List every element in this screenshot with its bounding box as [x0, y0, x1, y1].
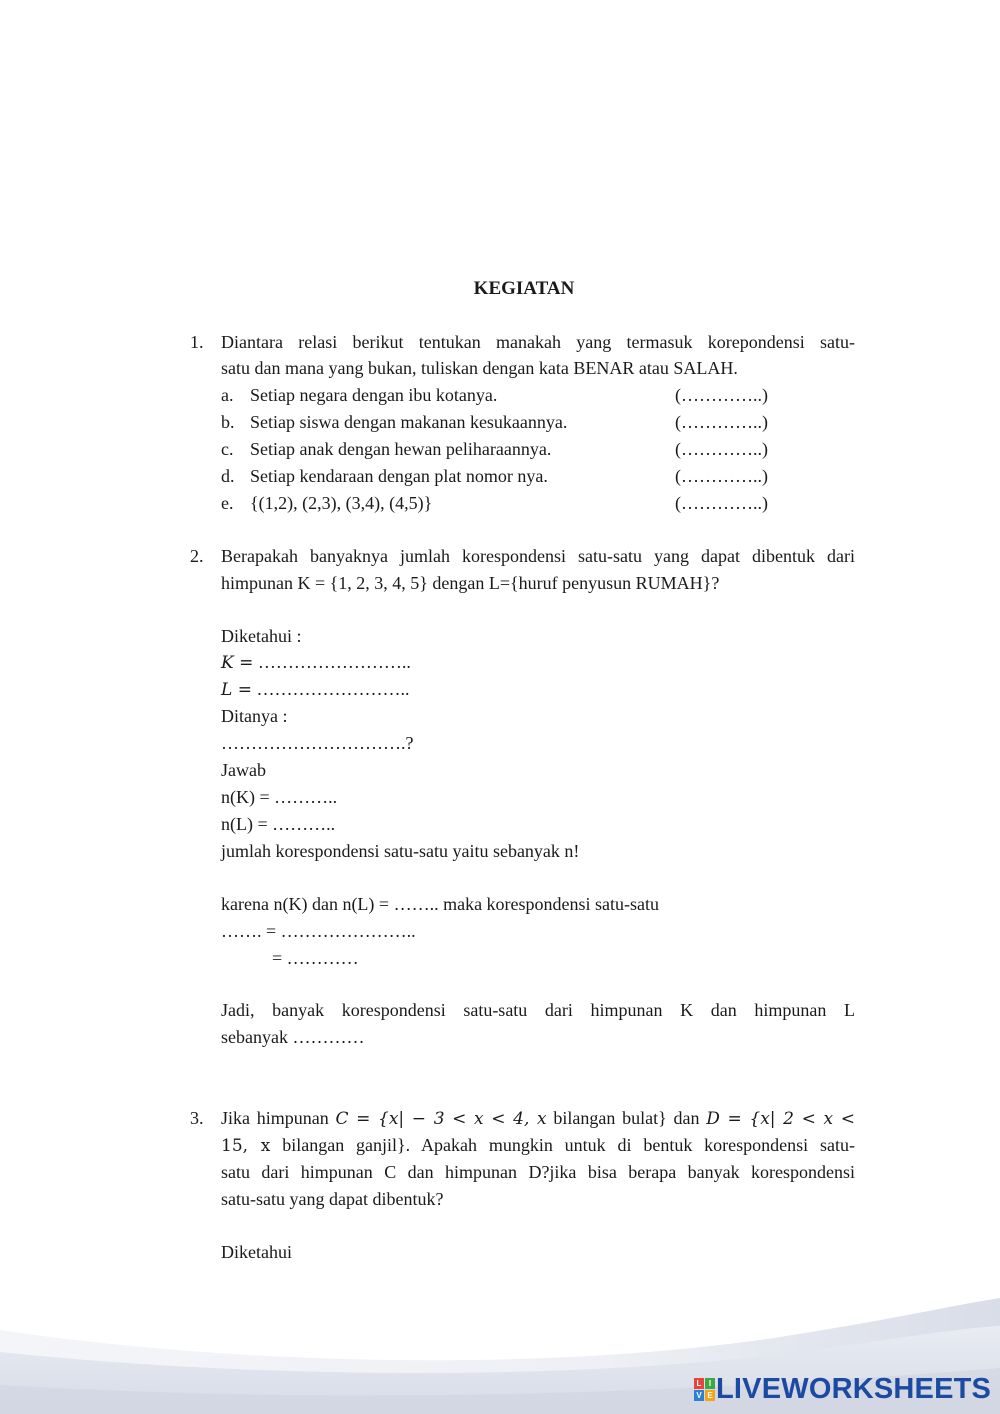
answer-blank[interactable]: (…………..) — [675, 493, 768, 513]
question-2-text-line-2: himpunan K = {1, 2, 3, 4, 5} dengan L={huruf penyusun RUMAH}? — [221, 573, 720, 593]
question-3-number: 3. — [190, 1108, 204, 1128]
nl-line[interactable]: n(L) = ……….. — [221, 814, 336, 834]
asked-blank[interactable]: ………………………….? — [221, 733, 414, 753]
k-blank: …………………….. — [253, 652, 411, 672]
question-2-number: 2. — [190, 546, 204, 566]
question-3-text-line-3: satu dari himpunan C dan himpunan D?jika bisa berapa banyak korespondensi — [221, 1162, 855, 1182]
liveworksheets-logo[interactable] — [694, 1372, 991, 1406]
question-2-text-line-1: Berapakah banyaknya jumlah korespondensi satu-satu yang dapat dibentuk dari — [221, 546, 855, 566]
known-label: Diketahui : — [221, 626, 302, 646]
calc-line-2[interactable]: = ………… — [272, 948, 359, 968]
liveworksheets-logo-text: LIVEWORKSHEETS — [716, 1372, 992, 1405]
because-line[interactable]: karena n(K) dan n(L) = …….. maka korespondensi satu-satu — [221, 894, 660, 914]
k-answer-line[interactable] — [221, 652, 411, 673]
page-title: KEGIATAN — [473, 278, 575, 299]
question-3-text-line-2 — [221, 1135, 855, 1156]
option-letter: e. — [221, 493, 234, 513]
asked-label: Ditanya : — [221, 706, 288, 726]
l-answer-line[interactable] — [221, 679, 409, 700]
option-letter: c. — [221, 439, 234, 459]
answer-blank[interactable]: (…………..) — [675, 439, 768, 459]
q3-known-label: Diketahui — [221, 1242, 292, 1262]
question-1-text-line-2: satu dan mana yang bukan, tuliskan dengan kata BENAR atau SALAH. — [221, 358, 738, 378]
calc-line-1[interactable]: ……. = ………………….. — [221, 921, 416, 941]
q3-text: bilangan ganjil}. Apakah mungkin untuk di bentuk korespondensi satu- — [282, 1135, 855, 1155]
set-c-expression: C = {x| − 3 < x < 4, x — [335, 1109, 547, 1129]
conclusion-line-1: Jadi, banyak korespondensi satu-satu dari himpunan K dan himpunan L — [221, 1000, 855, 1020]
answer-blank[interactable]: (…………..) — [675, 412, 768, 432]
answer-blank[interactable]: (…………..) — [675, 466, 768, 486]
question-3-text-line-1 — [221, 1108, 855, 1129]
liveworksheets-logo-icon: L I V E — [694, 1378, 714, 1400]
nk-line[interactable]: n(K) = ……….. — [221, 787, 338, 807]
option-letter: b. — [221, 412, 235, 432]
option-text: Setiap negara dengan ibu kotanya. — [250, 385, 498, 405]
answer-label: Jawab — [221, 760, 266, 780]
l-blank: …………………….. — [251, 679, 410, 699]
q3-text: Jika himpunan — [221, 1108, 329, 1128]
question-1-text-line-1: Diantara relasi berikut tentukan manakah yang termasuk korepondensi satu- — [221, 332, 855, 352]
option-text: Setiap siswa dengan makanan kesukaannya. — [250, 412, 568, 432]
set-d-expression: D = {x| 2 < x < — [706, 1109, 856, 1129]
option-text: Setiap kendaraan dengan plat nomor nya. — [250, 466, 548, 486]
option-letter: d. — [221, 466, 235, 486]
formula-note: jumlah korespondensi satu-satu yaitu sebanyak n! — [221, 841, 580, 861]
conclusion-line-2[interactable]: sebanyak ………… — [221, 1027, 365, 1047]
question-1-number: 1. — [190, 332, 204, 352]
option-text: Setiap anak dengan hewan peliharaannya. — [250, 439, 552, 459]
option-text: {(1,2), (2,3), (3,4), (4,5)} — [250, 493, 433, 513]
l-variable: L = — [221, 680, 252, 700]
k-variable: K = — [221, 653, 254, 673]
q3-text: bilangan bulat} dan — [553, 1108, 700, 1128]
set-d-expression-cont: 15, x — [221, 1136, 271, 1156]
option-letter: a. — [221, 385, 234, 405]
question-3-text-line-4: satu-satu yang dapat dibentuk? — [221, 1189, 444, 1209]
answer-blank[interactable]: (…………..) — [675, 385, 768, 405]
